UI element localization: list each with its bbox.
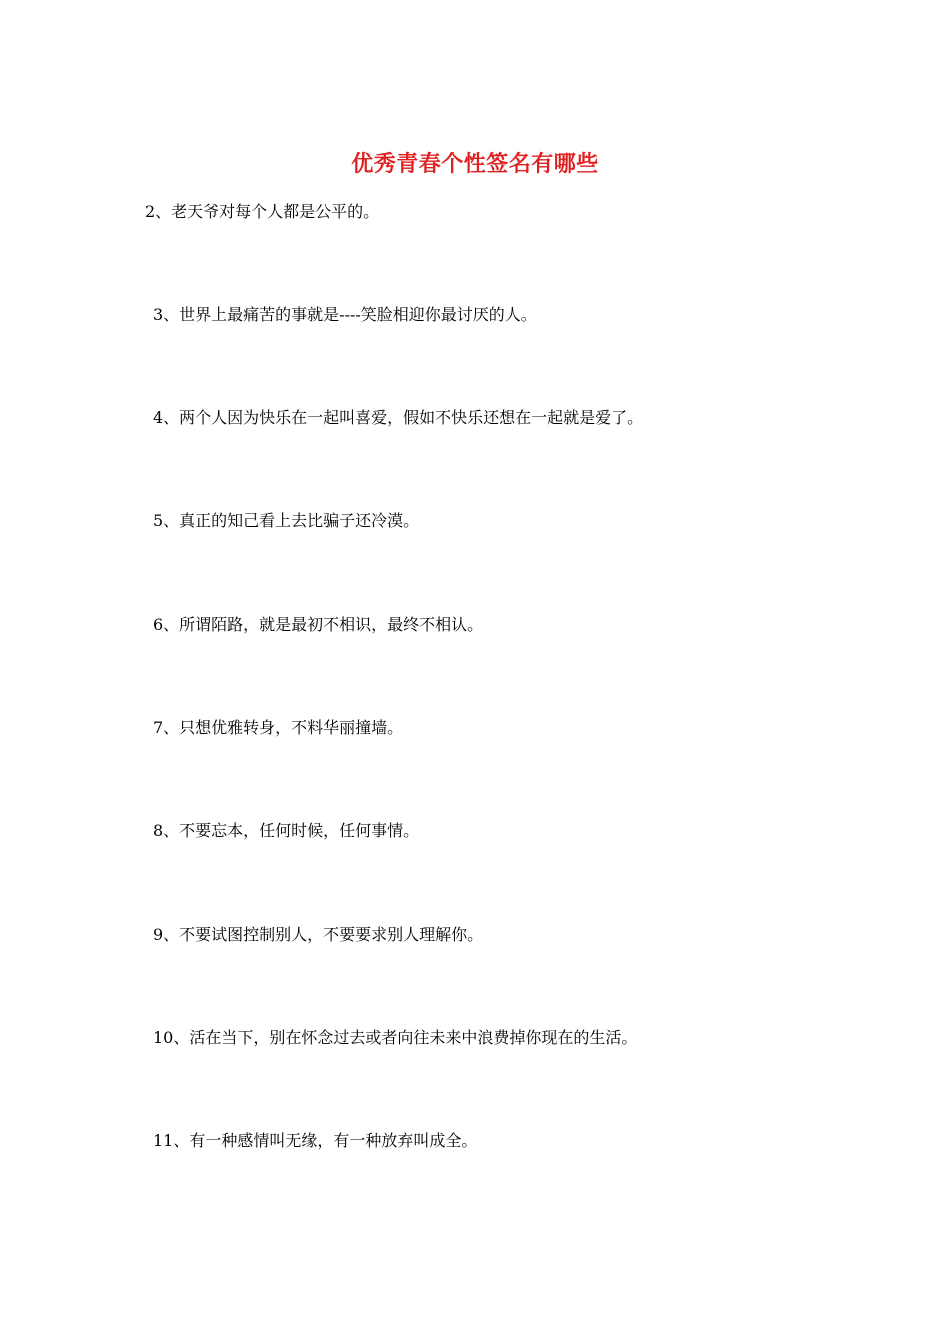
list-item: 10、活在当下，别在怀念过去或者向往未来中浪费掉你现在的生活。	[153, 1028, 638, 1047]
list-item: 2、老天爷对每个人都是公平的。	[145, 202, 380, 221]
list-item: 8、不要忘本，任何时候，任何事情。	[153, 821, 420, 840]
document-title: 优秀青春个性签名有哪些	[351, 152, 599, 177]
list-item: 9、不要试图控制别人，不要要求别人理解你。	[153, 925, 484, 944]
list-item: 6、所谓陌路，就是最初不相识，最终不相认。	[153, 615, 484, 634]
list-item: 3、世界上最痛苦的事就是----笑脸相迎你最讨厌的人。	[153, 305, 537, 324]
list-item: 5、真正的知己看上去比骗子还冷漠。	[153, 511, 420, 530]
list-item: 4、两个人因为快乐在一起叫喜爱，假如不快乐还想在一起就是爱了。	[153, 408, 644, 427]
list-item: 7、只想优雅转身，不料华丽撞墙。	[153, 718, 404, 737]
list-item: 11、有一种感情叫无缘，有一种放弃叫成全。	[153, 1131, 478, 1150]
